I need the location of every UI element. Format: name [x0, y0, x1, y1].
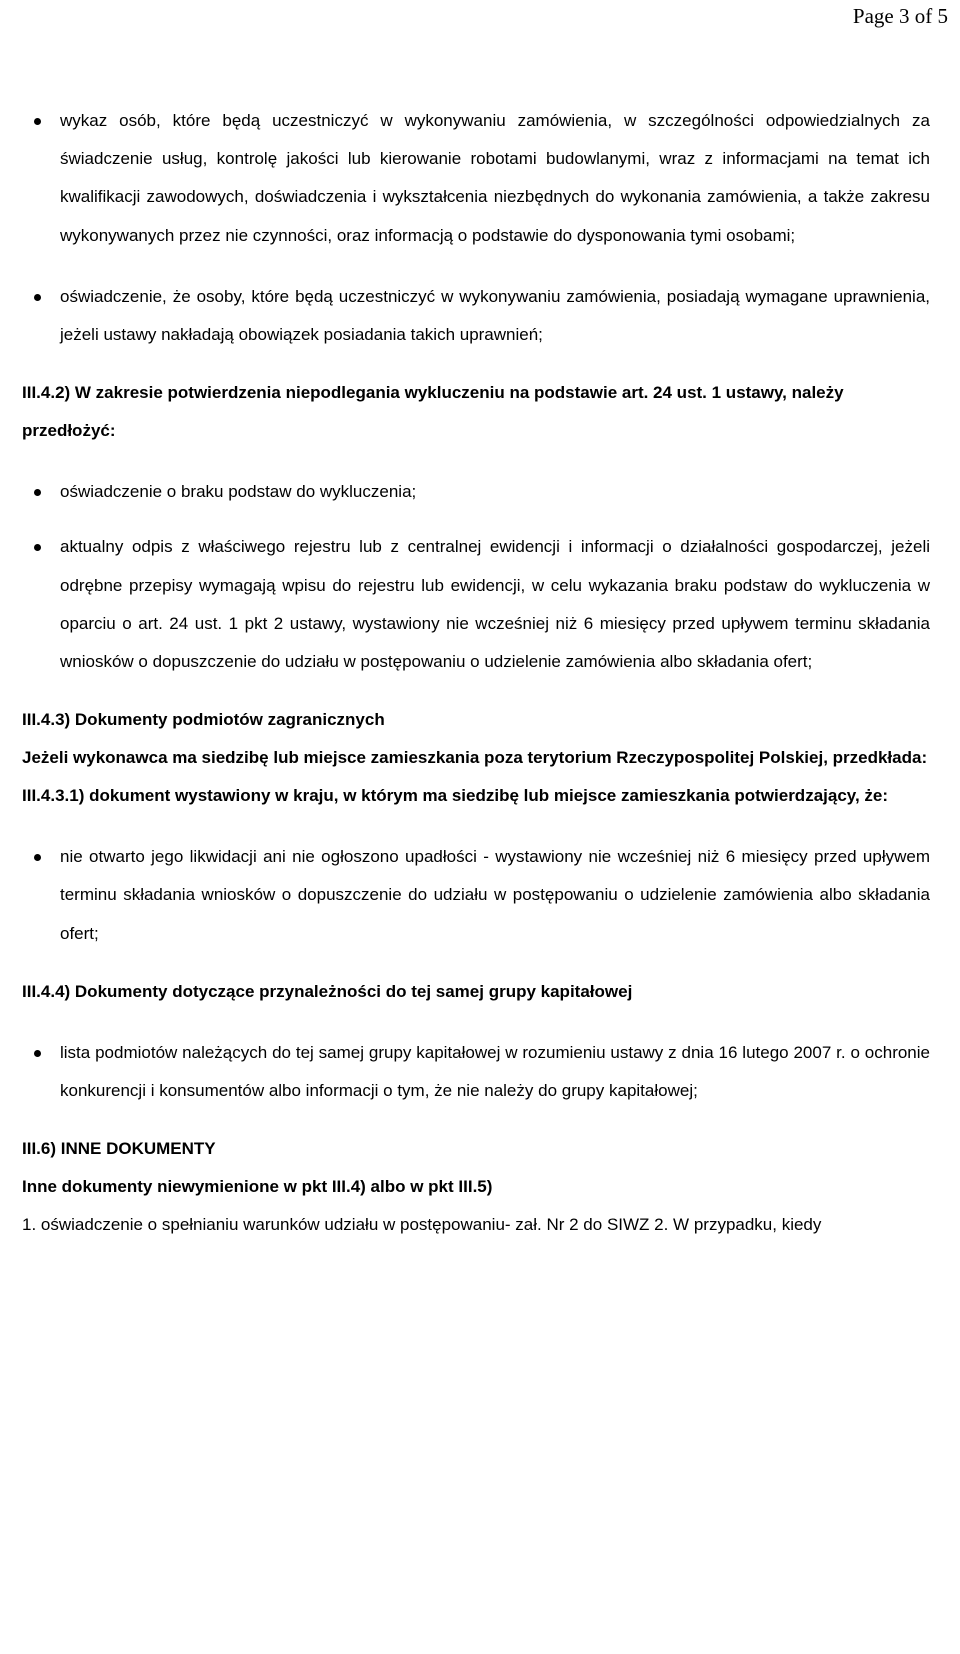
section-heading-3-6: III.6) INNE DOKUMENTY: [22, 1139, 216, 1159]
list-item: [22, 528, 930, 681]
bullet-icon: [34, 294, 41, 301]
page-number: Page 3 of 5: [852, 4, 948, 28]
list-item-text: aktualny odpis z właściwego rejestru lub z centralnej ewidencji i informacji o działalności gospodarczej, jeżeli odrębne przepisy wymagają wpisu do rejestru lub ewidencji, w celu wykazania braku podstaw do wykluczenia w oparciu o art. 24 ust. 1 pkt 2 ustawy, wystawiony nie wcześniej niż 6 miesięcy przed upływem terminu składania wniosków o dopuszczenie do udziału w postępowaniu o udzielenie zamówienia albo składania ofert;: [60, 537, 930, 672]
section-text-3-6: 1. oświadczenie o spełnianiu warunków udziału w postępowaniu- zał. Nr 2 do SIWZ 2. W przypadku, kiedy: [22, 1215, 822, 1235]
bullet-icon: [34, 489, 41, 496]
section-heading-3-4-4: III.4.4) Dokumenty dotyczące przynależności do tej samej grupy kapitałowej: [22, 981, 633, 1001]
list-item-text: wykaz osób, które będą uczestniczyć w wykonywaniu zamówienia, w szczególności odpowiedzialnych za świadczenie usług, kontrolę jakości lub kierowanie robotami budowlanymi, wraz z informacjami na temat ich kwalifikacji zawodowych, doświadczenia i wykształcenia niezbędnych do wykonania zamówienia, a także zakresu wykonywanych przez nie czynności, oraz informacją o podstawie do dysponowania tymi osobami;: [60, 111, 930, 245]
section-heading-3-4-3: III.4.3) Dokumenty podmiotów zagranicznych: [22, 710, 385, 730]
section-subheading-3-6: Inne dokumenty niewymienione w pkt III.4) albo w pkt III.5): [22, 1177, 493, 1197]
bullet-icon: [34, 854, 41, 861]
list-item-text: oświadczenie o braku podstaw do wykluczenia;: [60, 482, 417, 502]
list-item: [22, 278, 930, 354]
list-item: [22, 838, 930, 953]
list-item-text: lista podmiotów należących do tej samej grupy kapitałowej w rozumieniu ustawy z dnia 16 lutego 2007 r. o ochronie konkurencji i konsumentów albo informacji o tym, że nie należy do grupy kapitałowej;: [60, 1042, 930, 1101]
list-item: [22, 473, 930, 511]
list-item-text: nie otwarto jego likwidacji ani nie ogłoszono upadłości - wystawiony nie wcześniej niż 6 miesięcy przed upływem terminu składania wniosków o dopuszczenie do udziału w postępowaniu o udzielenie zamówienia albo składania ofert;: [60, 847, 930, 943]
list-item-text: oświadczenie, że osoby, które będą uczestniczyć w wykonywaniu zamówienia, posiadają wymagane uprawnienia, jeżeli ustawy nakładają obowiązek posiadania takich uprawnień;: [60, 286, 930, 345]
section-subheading-3-4-3: Jeżeli wykonawca ma siedzibę lub miejsce zamieszkania poza terytorium Rzeczypospolitej Polskiej, przedkłada:: [22, 748, 928, 768]
section-heading-3-4-3-1: III.4.3.1) dokument wystawiony w kraju, w którym ma siedzibę lub miejsce zamieszkania potwierdzający, że:: [22, 786, 889, 806]
bullet-icon: [34, 544, 41, 551]
section-heading-3-4-2: III.4.2) W zakresie potwierdzenia niepodlegania wykluczeniu na podstawie art. 24 ust. 1 ustawy, należy przedłożyć:: [22, 383, 844, 441]
bullet-icon: [34, 118, 41, 125]
bullet-icon: [34, 1050, 41, 1057]
document-body: [22, 102, 930, 1244]
list-item: [22, 1034, 930, 1110]
list-item: [22, 102, 930, 255]
